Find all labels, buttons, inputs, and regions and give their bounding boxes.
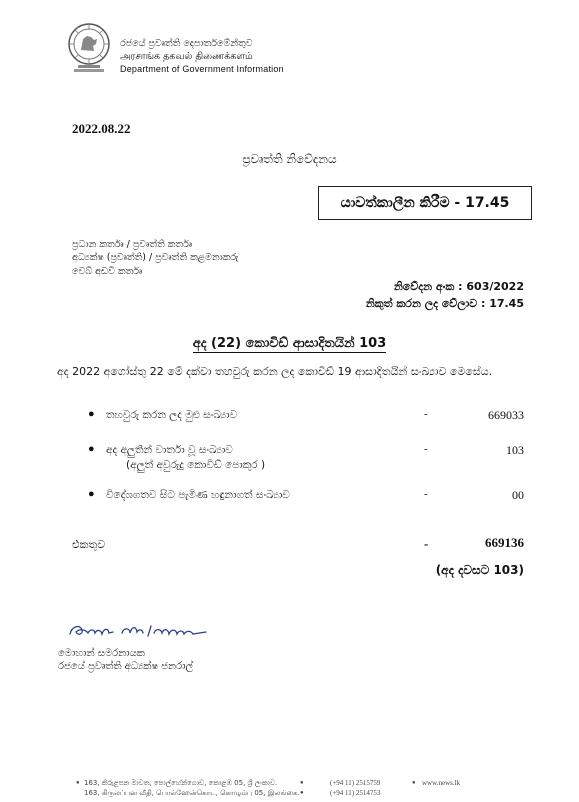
stat-label-new-today: අද අලුතින් වාර්තා වූ සංඛ්‍යාව: [106, 444, 233, 456]
release-date: 2022.08.22: [72, 121, 131, 136]
recipient-line: වෙබ් අඩවි කර්තෘ: [72, 266, 143, 277]
update-time-box: යාවත්කාලීන කිරීම - 17.45: [318, 186, 532, 220]
stat-sublabel-new-today: (අලුත් අවුරුදු කොවිඩ් පොකුර ): [126, 459, 266, 471]
footer-address-tamil: 163, கிருலப்பன வீதி, பொல்ஹேன்கொட, கொழும்பு 05, இலங்கை.: [84, 789, 300, 797]
footer-website: www.news.lk: [422, 779, 461, 787]
stat-value-new-today: 103: [506, 443, 524, 457]
stat-label-total-confirmed: තහවුරු කරන ලද මුළු සංඛ්‍යාව: [106, 409, 238, 421]
web-icon: ●: [412, 780, 416, 786]
stat-dash: -: [424, 408, 428, 420]
headline: [0, 336, 579, 351]
department-name-tamil: அரசாங்க தகவல் திணைக்களம்: [120, 51, 253, 62]
stat-dash: -: [424, 488, 428, 500]
total-value: 669136: [485, 535, 524, 550]
document-title: ප්‍රවෘත්ති නිවේදනය: [242, 152, 337, 166]
total-label: එකතුව: [72, 538, 106, 551]
department-name-english: Department of Government Information: [120, 64, 284, 74]
intro-paragraph: අද 2022 අගෝස්තු 22 මේ දක්වා තහවුරු කරන ලද කොවිඩ් 19 ආසාදිතයින් සංඛ්‍යාව මෙසේය.: [57, 365, 493, 378]
today-note: (අද දවසට 103): [435, 563, 524, 577]
headline-text: අද (22) කොවිඩ් ආසාදිතයින් 103: [192, 336, 387, 351]
release-number: නිවේදන අංක : 603/2022: [393, 280, 524, 293]
bullet-icon: ●: [88, 408, 95, 420]
recipient-line: අධ්‍යක්ෂ (ප්‍රවෘත්ති) / ප්‍රවෘත්ති කළමනාකරු: [72, 252, 239, 263]
release-time: නිකුත් කරන ලද වේලාව : 17.45: [365, 297, 524, 310]
signatory-name: මොහාන් සමරනායක: [58, 648, 145, 659]
stat-dash: -: [424, 443, 428, 455]
phone-icon: ●: [300, 780, 304, 786]
handwritten-signature: [66, 620, 218, 644]
bullet-icon: ●: [88, 443, 95, 455]
stat-value-total-confirmed: 669033: [488, 408, 524, 422]
recipient-line: ප්‍රධාන කර්තෘ / ප්‍රවෘත්ති කර්තෘ: [72, 239, 192, 250]
address-pin-icon: ●: [76, 780, 80, 786]
stat-value-from-abroad: 00: [512, 488, 524, 502]
department-name-sinhala: රජයේ ප්‍රවෘත්ති දෙපාර්තමේන්තුව: [120, 38, 253, 49]
footer-phone-2: (+94 11) 2514753: [330, 789, 381, 797]
signatory-title: රජයේ ප්‍රවෘත්ති අධ්‍යක්ෂ ජනරාල්: [58, 661, 194, 672]
total-dash: -: [424, 536, 429, 551]
stat-label-from-abroad: විදේශගතව සිට පැමිණ හඳුනාගත් සංඛ්‍යාව: [106, 489, 290, 501]
footer-address-sinhala: 163, කිරුළපන මාවත, පොල්හේන්ගොඩ, කොළඹ 05, ශ්‍රී ලංකාව.: [84, 779, 278, 787]
sri-lanka-emblem-icon: [64, 20, 114, 76]
fax-icon: ●: [300, 790, 304, 796]
footer-phone-1: (+94 11) 2515759: [330, 779, 381, 787]
bullet-icon: ●: [88, 488, 95, 500]
